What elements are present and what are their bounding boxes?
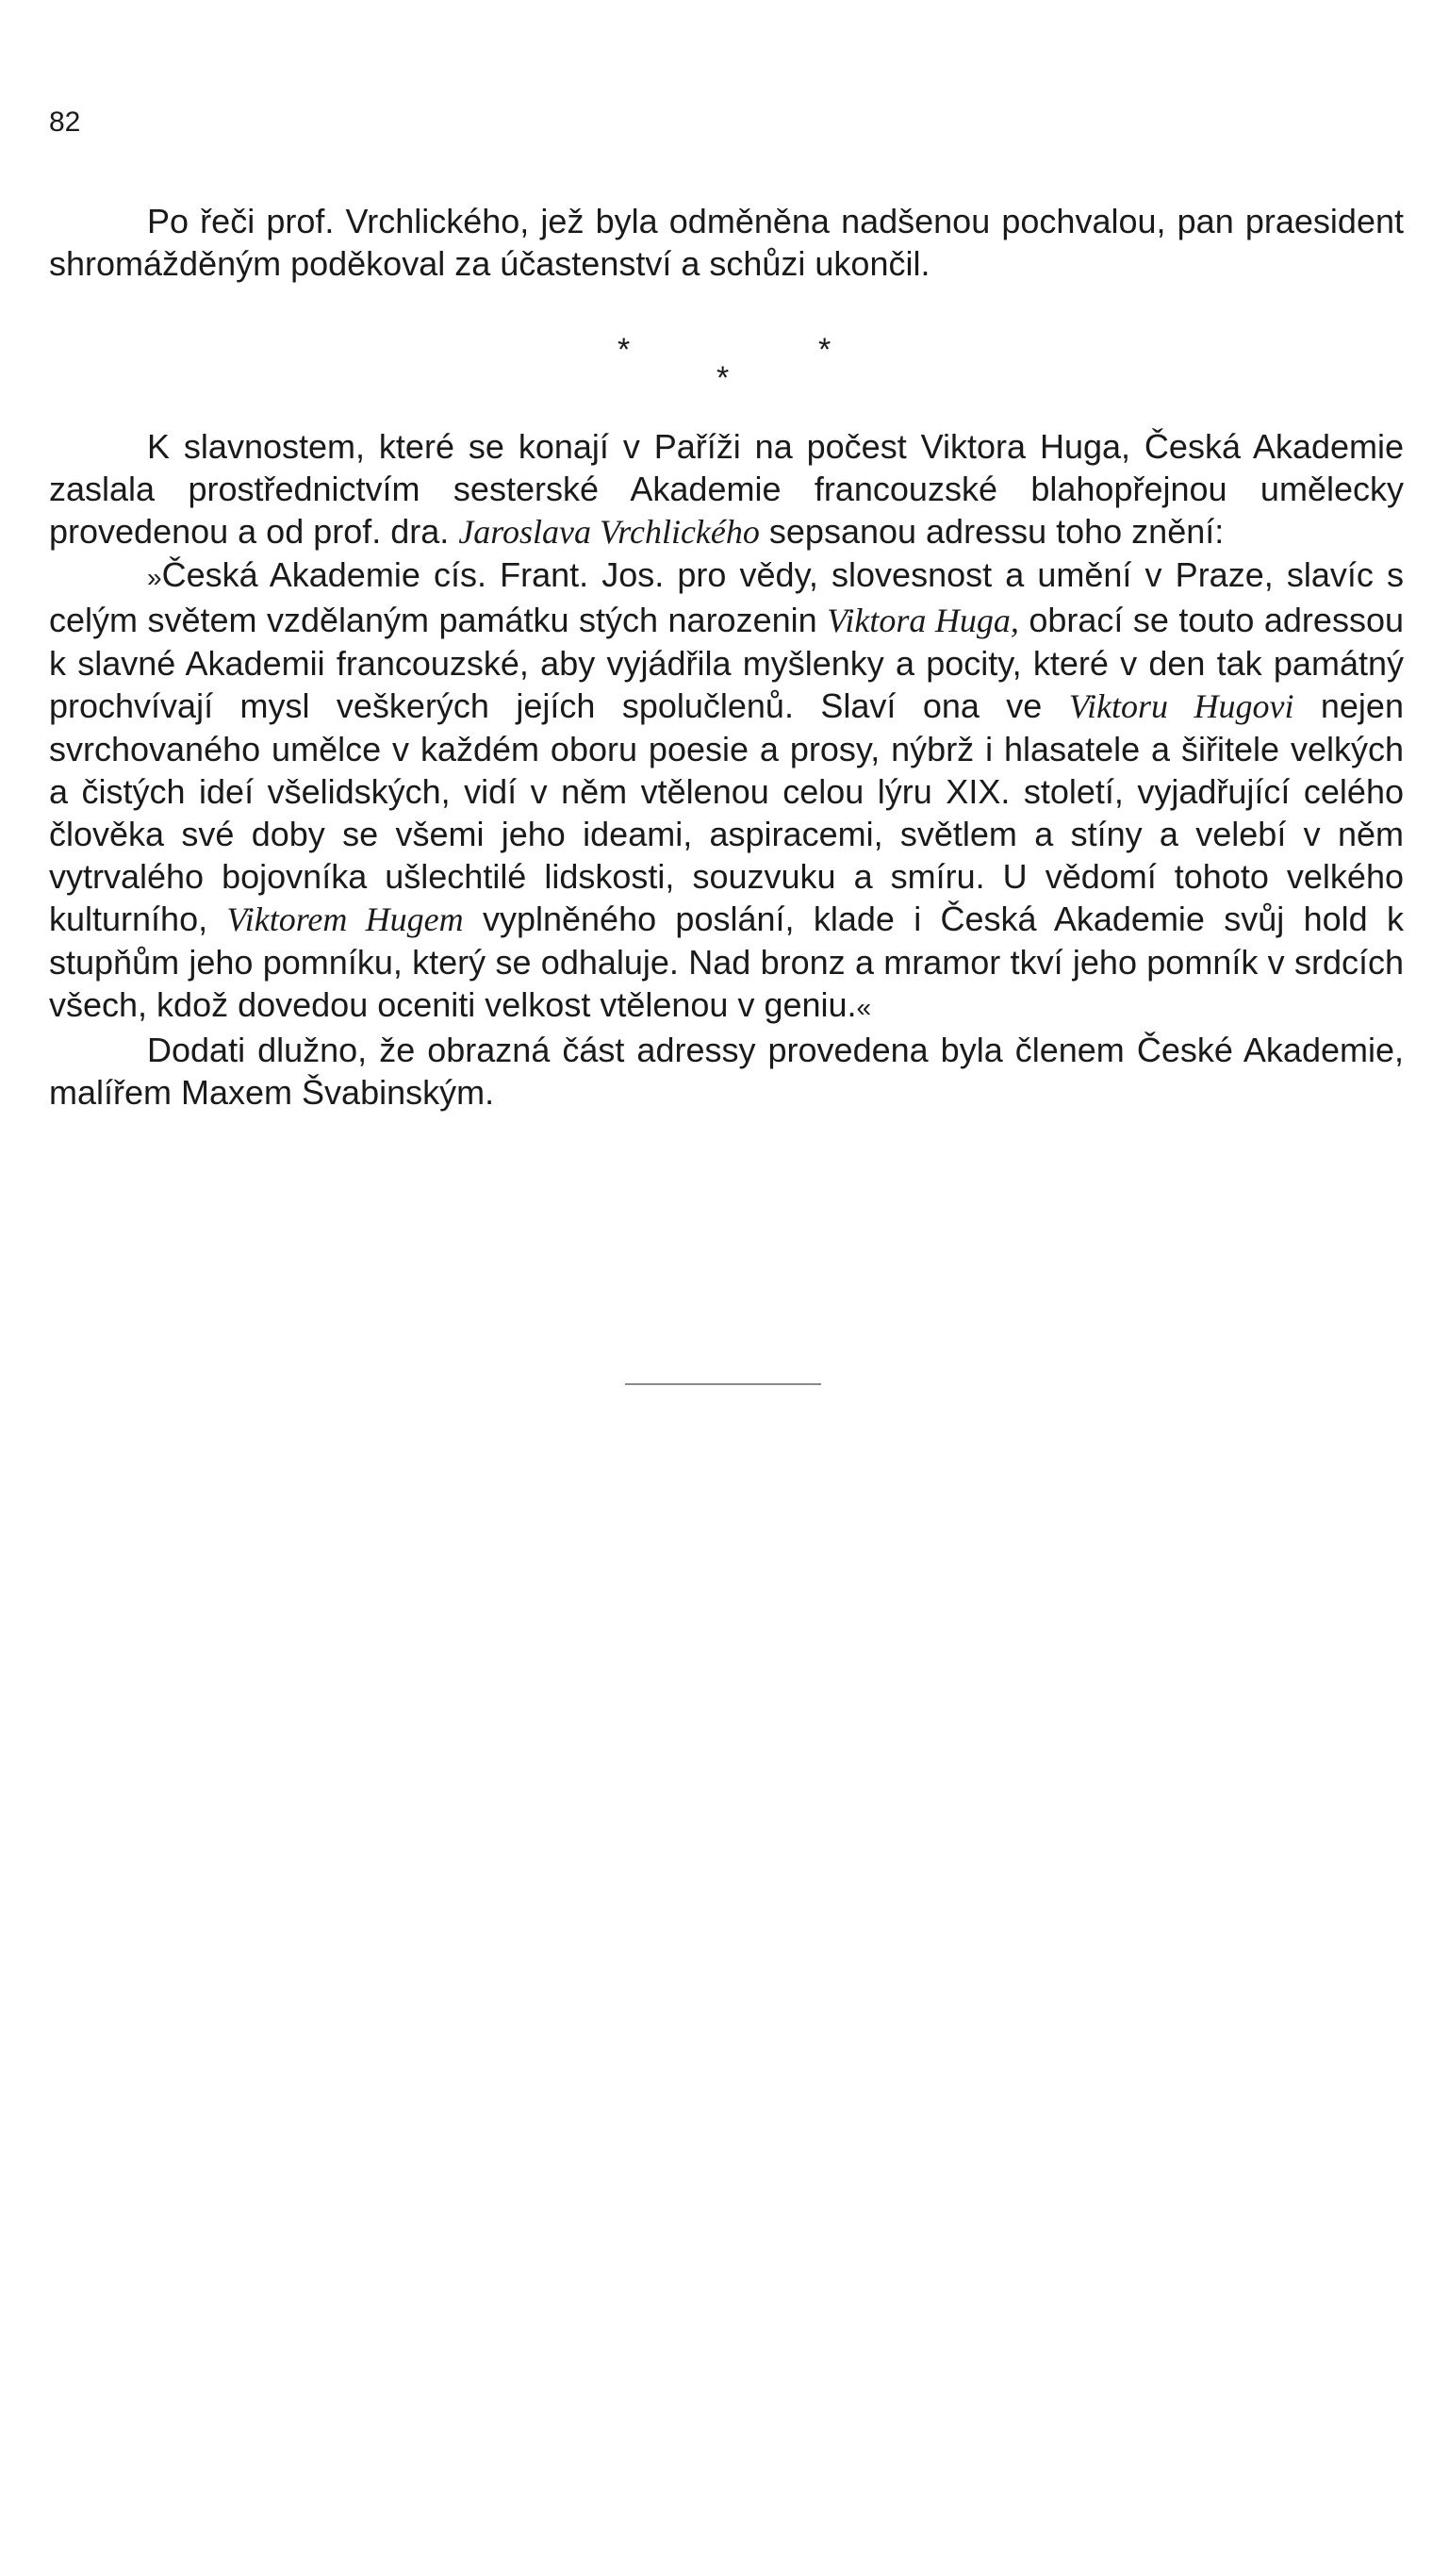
paragraph-text: K slavnostem, které se konají v Paříži na počest Viktora Huga, Česká Akademie zaslala prostřednictvím sesterské Akademie francouzské blahopřejnou umělecky provedenou a od prof. dra. <box>49 427 1404 551</box>
quote-text: Česká Akademie cís. Frant. Jos. pro vědy, slovesnost a umění v Praze, slavíc s celým světem vzdělaným památku stých narozenin <box>49 555 1404 639</box>
quote-text: obrací se touto adressou k slavné Akademii francouzské, aby vyjádřila myšlenky a pocity, které v den tak památný prochvívají mysl veškerých jejích spolučlenů. Slaví ona ve <box>49 601 1404 725</box>
separator-star: * <box>716 360 730 396</box>
page-number: 82 <box>49 107 81 138</box>
section-separator <box>0 332 1449 398</box>
end-rule <box>625 1383 821 1385</box>
quote-open-mark: » <box>147 563 162 592</box>
separator-star: * <box>818 332 832 368</box>
text-block-top <box>49 200 1404 285</box>
paragraph-celebration <box>49 425 1404 553</box>
separator-star: * <box>617 332 631 368</box>
author-name: Jaroslava Vrchlického <box>458 513 760 551</box>
quote-text: nejen svrchovaného umělce v každém oboru poesie a prosy, nýbrž i hlasatele a šiřitele velkých a čistých ideí všelidských, vidí v něm vtělenou celou lýru XIX. století, vyjadřující celého člověka své doby se všemi jeho ideami, aspiracemi, světlem a stíny a velebí v něm vytrvalého bojovníka ušlechtilé lidskosti, souzvuku a smíru. U vědomí tohoto velkého kulturního, <box>49 686 1404 938</box>
text-block-main <box>49 425 1404 1114</box>
paragraph-illustrator-note: Dodati dlužno, že obrazná část adressy provedena byla členem České Akademie, malířem Maxem Švabinským. <box>49 1031 1404 1112</box>
person-name: Viktoru Hugovi <box>1068 687 1294 725</box>
paragraph-closing-speech: Po řeči prof. Vrchlického, jež byla odměněna nadšenou pochvalou, pan praesident shromážděným poděkoval za účastenství a schůzi ukončil. <box>49 202 1404 283</box>
paragraph-address-quote <box>49 553 1404 1029</box>
quote-text: vyplněného poslání, klade i Česká Akademie svůj hold k stupňům jeho pomníku, který se odhaluje. Nad bronz a mramor tkví jeho pomník v srdcích všech, kdož dovedou oceniti velkost vtělenou v geniu. <box>49 900 1404 1024</box>
paragraph-text: sepsanou adressu toho znění: <box>768 512 1225 551</box>
quote-close-mark: « <box>856 993 872 1022</box>
person-name: Viktora Huga, <box>827 602 1019 639</box>
person-name: Viktorem Hugem <box>226 900 464 938</box>
